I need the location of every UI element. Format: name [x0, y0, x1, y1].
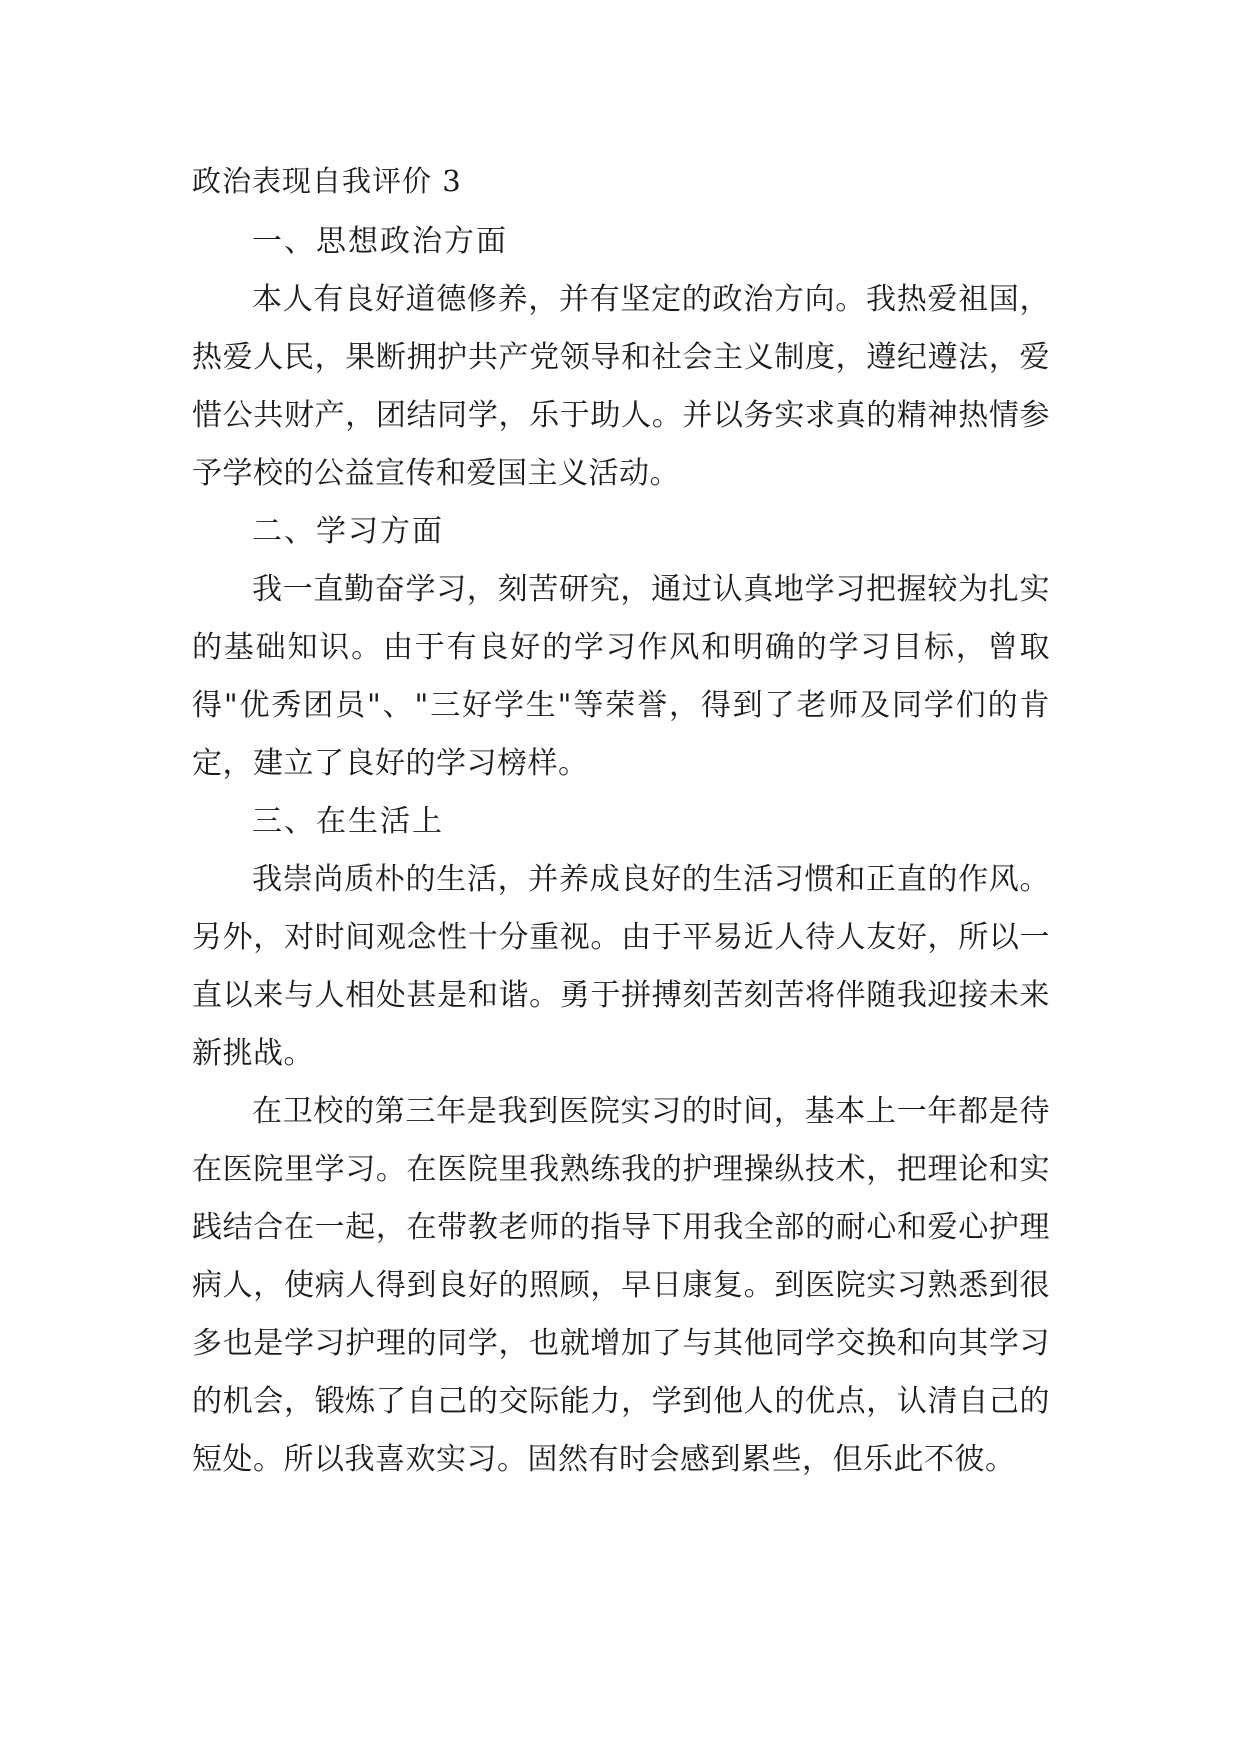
document-title: 政治表现自我评价 3 [192, 164, 462, 198]
paragraph-study: 我一直勤奋学习，刻苦研究，通过认真地学习把握较为扎实的基础知识。由于有良好的学习作风和明确的学习目标，曾取得"优秀团员"、"三好学生"等荣誉，得到了老师及同学们的肯定，建立了良好的学习榜样。 [192, 572, 1050, 781]
paragraph-internship: 在卫校的第三年是我到医院实习的时间，基本上一年都是待在医院里学习。在医院里我熟练我的护理操纵技术，把理论和实践结合在一起，在带教老师的指导下用我全部的耐心和爱心护理病人，使病人得到良好的照顾，早日康复。到医院实习熟悉到很多也是学习护理的同学，也就增加了与其他同学交换和向其学习的机会，锻炼了自己的交际能力，学到他人的优点，认清自己的短处。所以我喜欢实习。固然有时会感到累些，但乐此不彼。 [192, 1094, 1050, 1477]
paragraph-life: 我崇尚质朴的生活，并养成良好的生活习惯和正直的作风。另外，对时间观念性十分重视。由于平易近人待人友好，所以一直以来与人相处甚是和谐。勇于拼搏刻苦刻苦将伴随我迎接未来新挑战。 [192, 862, 1050, 1071]
document-body [192, 160, 1050, 1489]
section-heading-life: 三、在生活上 [252, 804, 444, 839]
section-heading-study: 二、学习方面 [252, 514, 444, 549]
section-heading-ideology: 一、思想政治方面 [252, 224, 508, 259]
paragraph-ideology: 本人有良好道德修养，并有坚定的政治方向。我热爱祖国，热爱人民，果断拥护共产党领导和社会主义制度，遵纪遵法，爱惜公共财产，团结同学，乐于助人。并以务实求真的精神热情参予学校的公益宣传和爱国主义活动。 [192, 282, 1050, 491]
